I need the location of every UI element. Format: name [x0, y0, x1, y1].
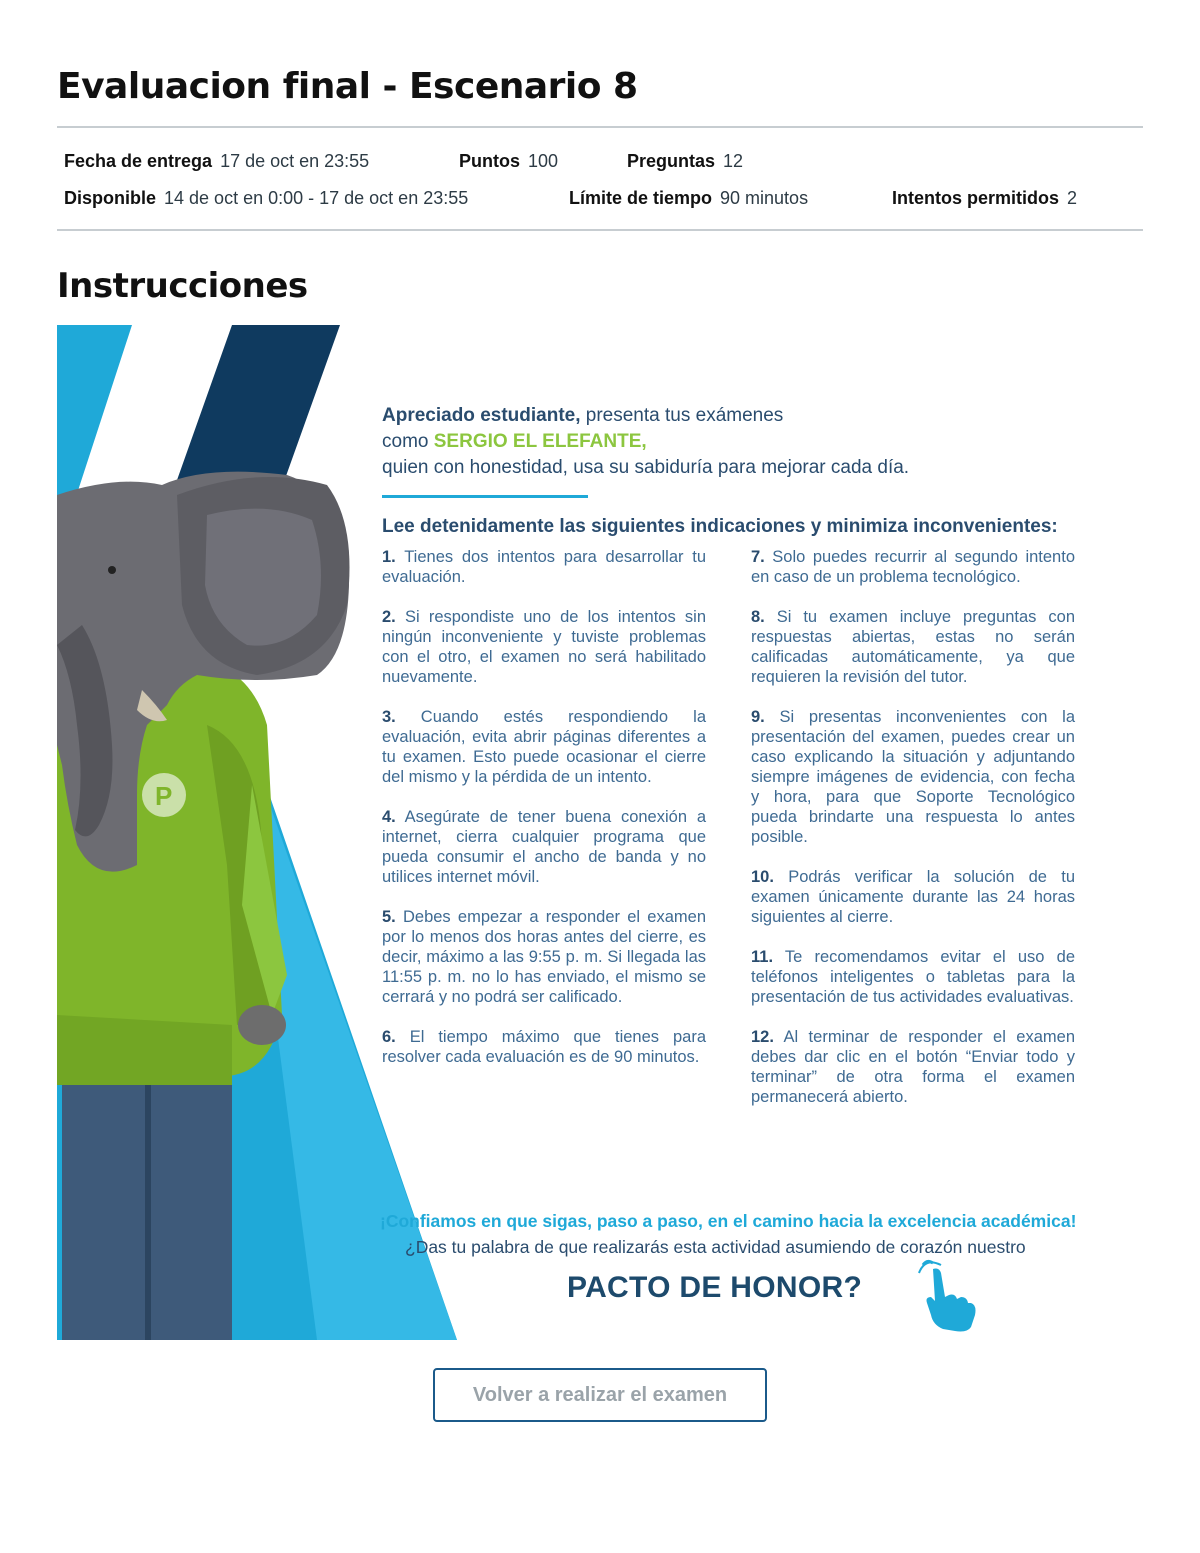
instruction-item: 7. Solo puedes recurrir al segundo intento en caso de un problema tecnológico.: [751, 548, 1075, 586]
due-date: Fecha de entrega 17 de oct en 23:55: [64, 151, 370, 171]
instructions-banner: [57, 325, 1143, 1340]
instruction-item: 3. Cuando estés respondiendo la evaluación, evita abrir páginas diferentes a tu examen. Esto puede ocasionar el cierre del mismo y la pérdida de un intento.: [382, 708, 706, 786]
instruction-item: 8. Si tu examen incluye preguntas con respuestas abiertas, estas no serán calificadas automáticamente, ya que requieren la revisión del tutor.: [751, 608, 1075, 686]
instructions-column-left: [382, 547, 706, 1087]
svg-text:P: P: [155, 781, 173, 811]
availability: Disponible 14 de oct en 0:00 - 17 de oct en 23:55: [64, 188, 469, 208]
instruction-item: 11. Te recomendamos evitar el uso de teléfonos inteligentes o tabletas para la presentación de tus actividades evaluativas.: [751, 948, 1075, 1006]
instruction-item: 5. Debes empezar a responder el examen por lo menos dos horas antes del cierre, es decir, máximo a las 9:55 p. m. Si llegada las 11:55 p. m. no lo has enviado, el mismo se cerrará y no podrá ser calificado.: [382, 908, 706, 1006]
questions: Preguntas 12: [627, 151, 744, 171]
instruction-item: 6. El tiempo máximo que tienes para resolver cada evaluación es de 90 minutos.: [382, 1028, 706, 1066]
instruction-item: 4. Asegúrate de tener buena conexión a internet, cierra cualquier programa que pueda consumir el ancho de banda y no utilices internet móvil.: [382, 808, 706, 886]
closing-message: ¡Confiamos en que sigas, paso a paso, en el camino hacia la excelencia académica!: [380, 1211, 1077, 1231]
lead-text: Lee detenidamente las siguientes indicaciones y minimiza inconvenientes:: [382, 516, 1058, 537]
retake-quiz-button[interactable]: Volver a realizar el examen: [433, 1368, 767, 1422]
intro-line-3: quien con honestidad, usa su sabiduría para mejorar cada día.: [382, 457, 910, 478]
instruction-item: 9. Si presentas inconvenientes con la presentación del examen, puedes crear un caso explicando la situación y adjuntando siempre imágenes de evidencia, con fecha y hora, para que Soporte Tecnológico pueda brindarte una respuesta lo antes posible.: [751, 708, 1075, 846]
points: Puntos 100: [459, 151, 559, 171]
intro-line-1: Apreciado estudiante, presenta tus exámenes: [382, 405, 784, 426]
intro-text: [382, 403, 909, 481]
instruction-item: 12. Al terminar de responder el examen debes dar clic en el botón “Enviar todo y terminar” de otra forma el examen permanecerá abierto.: [751, 1028, 1075, 1106]
instruction-item: 10. Podrás verificar la solución de tu examen únicamente durante las 24 horas siguientes al cierre.: [751, 868, 1075, 926]
brand-logo-icon: [142, 773, 186, 817]
honor-pact-heading: PACTO DE HONOR?: [567, 1271, 863, 1304]
intro-line-2: como SERGIO EL ELEFANTE,: [382, 431, 647, 452]
divider: [57, 126, 1143, 128]
instruction-item: 1. Tienes dos intentos para desarrollar tu evaluación.: [382, 548, 706, 586]
time-limit: Límite de tiempo 90 minutos: [569, 188, 809, 208]
pointing-hand-icon: [915, 1257, 979, 1333]
closing-question: ¿Das tu palabra de que realizarás esta actividad asumiendo de corazón nuestro: [405, 1237, 1026, 1257]
attempts-allowed: Intentos permitidos 2: [892, 188, 1078, 208]
instructions-title: Instrucciones: [57, 266, 308, 306]
instruction-item: 2. Si respondiste uno de los intentos sin ningún inconveniente y tuviste problemas con el otro, el examen no será habilitado nuevamente.: [382, 608, 706, 686]
instructions-column-right: [751, 547, 1075, 1127]
page-title: Evaluacion final - Escenario 8: [57, 66, 638, 107]
jeans: [62, 1045, 232, 1340]
fist: [238, 1005, 286, 1045]
divider: [57, 229, 1143, 231]
intro-underline: [382, 495, 588, 498]
